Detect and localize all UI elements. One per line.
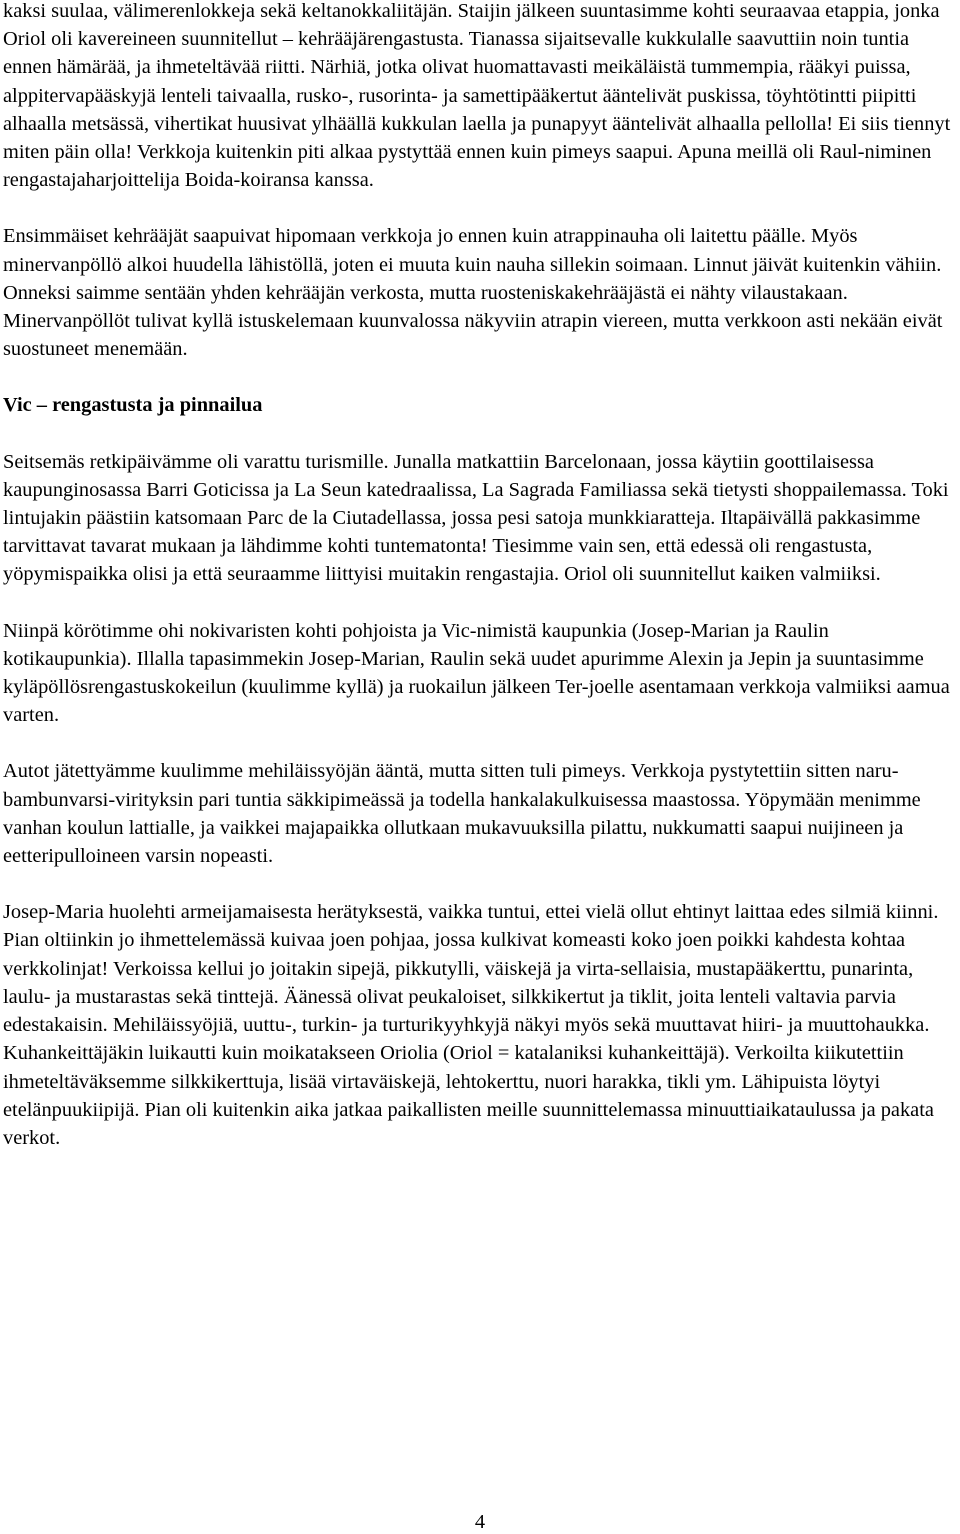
page-number: 4: [474, 1511, 486, 1533]
paragraph-5: Autot jätettyämme kuulimme mehiläissyöjän ääntä, mutta sitten tuli pimeys. Verkkoja pystytettiin sitten naru-bambunvarsi-virityksin pari tuntia säkkipimeässä ja todella hankalakulkuisessa maastossa. Yöpymään menimme vanhan koulun lattialle, ja vaikkei majapaikka ollutkaan mukavuuksilla pilattu, nukkumatti saapui nuijineen ja eetteripulloineen varsin nopeasti.: [3, 760, 921, 868]
paragraph-2: Ensimmäiset kehrääjät saapuivat hipomaan verkkoja jo ennen kuin atrappinauha oli laitettu päälle. Myös minervanpöllö alkoi huudella lähistöllä, joten ei muuta kuin nauha sillekin soimaan. Linnut jäivät kuitenkin vähiin. Onneksi saimme sentään yhden kehrääjän verkosta, mutta ruosteniskakehrääjästä ei nähty vilaustakaan. Minervanpöllöt tulivat kyllä istuskelemaan kuunvalossa näkyviin atrapin viereen, mutta verkkoon asti nekään eivät suostuneet menemään.: [3, 225, 943, 361]
paragraph-4: Niinpä körötimme ohi nokivaristen kohti pohjoista ja Vic-nimistä kaupunkia (Josep-Marian ja Raulin kotikaupunkia). Illalla tapasimmekin Josep-Marian, Raulin sekä uudet apurimme Alexin ja Jepin ja suuntasimme kyläpöllösrengastuskokeilun (kuulimme kyllä) ja ruokailun jälkeen Ter-joelle asentamaan verkkoja valmiiksi aamua varten.: [3, 619, 950, 727]
section-heading: Vic – rengastusta ja pinnailua: [3, 394, 263, 417]
paragraph-3: Seitsemäs retkipäivämme oli varattu turismille. Junalla matkattiin Barcelonaan, jossa käytiin goottilaisessa kaupunginosassa Barri Goticissa ja La Seun katedraalissa, La Sagrada Familiassa sekä tietysti shoppailemassa. Toki lintujakin päästiin katsomaan Parc de la Ciutadellassa, jossa pesi satoja munkkiaratteja. Iltapäivällä pakkasimme tarvittavat tavarat mukaan ja lähdimme kohti tuntematonta! Tiesimme vain sen, että edessä oli rengastusta, yöpymispaikka olisi ja että seuraamme liittyisi muitakin rengastajia. Oriol oli suunnitellut kaiken valmiiksi.: [3, 450, 949, 586]
paragraph-6: Josep-Maria huolehti armeijamaisesta herätyksestä, vaikka tuntui, ettei vielä ollut ehtinyt laittaa edes silmiä kiinni. Pian oltiinkin jo ihmettelemässä kuivaa joen pohjaa, jossa kulkivat komeasti koko joen poikki kahdesta kohtaa verkkolinjat! Verkoissa kellui jo joitakin sipejä, pikkutylli, väiskejä ja virta-sellaisia, mustapääkerttu, punarinta, laulu- ja mustarastas sekä tinttejä. Äänessä olivat peukaloiset, silkkikertut ja tiklit, joita lenteli valtavia parvia edestakaisin. Mehiläissyöjiä, uuttu-, turkin- ja turturikyyhkyjä näkyi myös sekä muuttavat hiiri- ja muuttohaukka. Kuhankeittäjäkin luikautti kuin moikatakseen Oriolia (Oriol = katalaniksi kuhankeittäjä). Verkoilta kiikutettiin ihmeteltäväksemme silkkikerttuja, lisää virtaväiskejä, lehtokerttu, nuori harakka, tikli ym. Lähipuista löytyi etelänpuukiipijä. Pian oli kuitenkin aika jatkaa paikallisten meille suunnittelemassa minuuttiaikataulussa ja pakata verkot.: [3, 901, 939, 1149]
paragraph-1: kaksi suulaa, välimerenlokkeja sekä keltanokkaliitäjän. Staijin jälkeen suuntasimme kohti seuraavaa etappia, jonka Oriol oli kavereineen suunnitellut – kehrääjärengastusta. Tianassa sijaitsevalle kukkulalle saavuttiin noin tuntia ennen hämärää, ja ihmeteltävää riitti. Närhiä, jotka olivat huomattavasti meikäläistä tummempia, rääkyi puissa, alppitervapääskyjä lenteli taivaalla, rusko-, rusorinta- ja samettipääkertut ääntelivät puskissa, töyhtötintti piipitti alhaalla metsässä, vihertikat huusivat ylhäällä kukkulan laella ja punapyyt ääntelivät alhaalla pellolla! Ei siis tiennyt miten päin olla! Verkkoja kuitenkin piti alkaa pystyttää ennen kuin pimeys saapui. Apuna meillä oli Raul-niminen rengastajaharjoittelija Boida-koiransa kanssa.: [3, 0, 951, 192]
